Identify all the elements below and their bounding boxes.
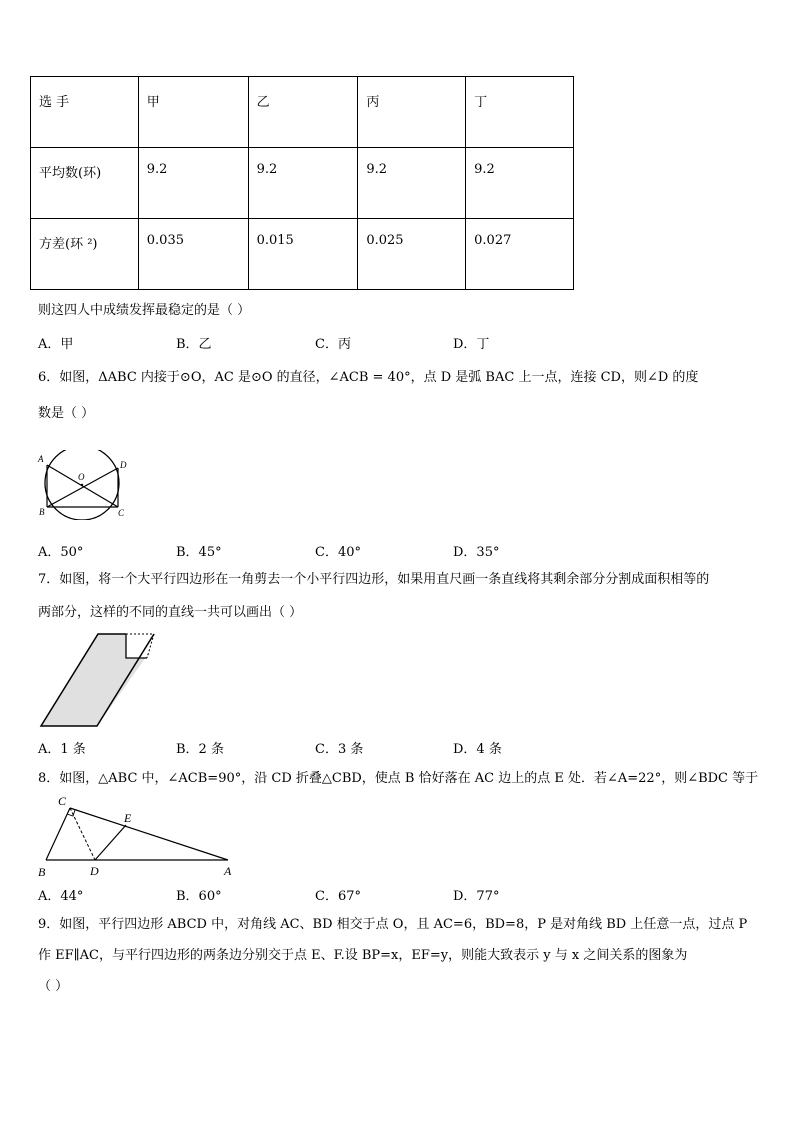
segment-cb (46, 808, 70, 860)
q7-stem-line1: 7．如图，将一个大平行四边形在一角剪去一个小平行四边形，如果用直尺画一条直线将其剩余部分分割成面积相等的 (38, 572, 710, 587)
q7-parallelogram-figure (36, 630, 160, 730)
label-a: A (224, 864, 232, 878)
q9-stem-line1: 9．如图，平行四边形 ABCD 中，对角线 AC、BD 相交于点 O，且 AC=6，BD=8，P 是对角线 BD 上任意一点，过点 P (38, 917, 748, 932)
table-cell: 9.2 (248, 148, 358, 219)
table-row (31, 219, 574, 290)
q5-option-c: C．丙 (315, 337, 351, 352)
table-cell: 9.2 (466, 148, 574, 219)
score-table (30, 76, 574, 290)
q8-stem-line1: 8．如图，△ABC 中，∠ACB=90°，沿 CD 折叠△CBD，使点 B 恰好落在 AC 边上的点 E 处．若∠A=22°，则∠BDC 等于 (38, 771, 759, 786)
label-o: O (78, 472, 85, 482)
q7-option-b: B．2 条 (176, 742, 224, 757)
table-header-cell: 乙 (248, 77, 358, 148)
segment-de (95, 825, 126, 860)
table-cell: 0.015 (248, 219, 358, 290)
table-header-row (31, 77, 574, 148)
removed-piece-dashed (126, 634, 154, 658)
q7-stem-line2: 两部分，这样的不同的直线一共可以画出（ ） (38, 605, 303, 620)
table-cell: 0.025 (358, 219, 466, 290)
q9-stem-line3: （ ） (38, 979, 69, 994)
label-e: E (124, 811, 132, 825)
label-a: A (38, 454, 44, 464)
q6-option-d: D．35° (453, 545, 500, 560)
q5-option-d: D．丁 (453, 337, 490, 352)
table-cell: 9.2 (138, 148, 248, 219)
table-cell: 方差(环 ²) (31, 219, 139, 290)
label-d: D (120, 460, 127, 470)
q8-option-c: C．67° (315, 889, 361, 904)
table-cell: 0.027 (466, 219, 574, 290)
q8-option-b: B．60° (176, 889, 222, 904)
table-row (31, 148, 574, 219)
table-cell: 平均数(环) (31, 148, 139, 219)
q8-option-d: D．77° (453, 889, 500, 904)
q6-option-a: A．50° (38, 545, 84, 560)
q6-circle-figure (36, 450, 136, 520)
center-point (81, 484, 83, 486)
q6-option-b: B．45° (176, 545, 222, 560)
q6-stem-line2: 数是（ ） (38, 406, 95, 421)
q6-option-c: C．40° (315, 545, 361, 560)
shaded-region (41, 634, 154, 726)
table-header-cell: 甲 (138, 77, 248, 148)
segment-ca (70, 808, 228, 860)
table-header-cell: 丁 (466, 77, 574, 148)
q7-option-a: A．1 条 (38, 742, 86, 757)
table-header-cell: 选 手 (31, 77, 139, 148)
q8-option-a: A．44° (38, 889, 84, 904)
q6-stem-line1: 6．如图，ΔABC 内接于⊙O，AC 是⊙O 的直径，∠ACB = 40°，点 D 是弧 BAC 上一点，连接 CD，则∠D 的度 (38, 370, 699, 385)
cut-edges (126, 634, 147, 658)
table-header-cell: 丙 (358, 77, 466, 148)
label-d: D (90, 864, 99, 878)
label-b: B (39, 507, 45, 517)
q7-option-d: D．4 条 (453, 742, 502, 757)
label-c: C (118, 508, 125, 518)
q7-option-c: C．3 条 (315, 742, 364, 757)
q5-option-b: B．乙 (176, 337, 212, 352)
table-cell: 9.2 (358, 148, 466, 219)
label-c: C (58, 794, 67, 808)
q5-option-a: A．甲 (38, 337, 74, 352)
label-b: B (38, 865, 46, 879)
segment-cd-dashed (70, 808, 95, 860)
q9-stem-line2: 作 EF∥AC，与平行四边形的两条边分别交于点 E、F.设 BP=x，EF=y，则能大致表示 y 与 x 之间关系的图象为 (38, 948, 688, 963)
table-cell: 0.035 (138, 219, 248, 290)
q8-triangle-figure (34, 792, 244, 880)
q5-stem: 则这四人中成绩发挥最稳定的是（ ） (38, 303, 251, 318)
